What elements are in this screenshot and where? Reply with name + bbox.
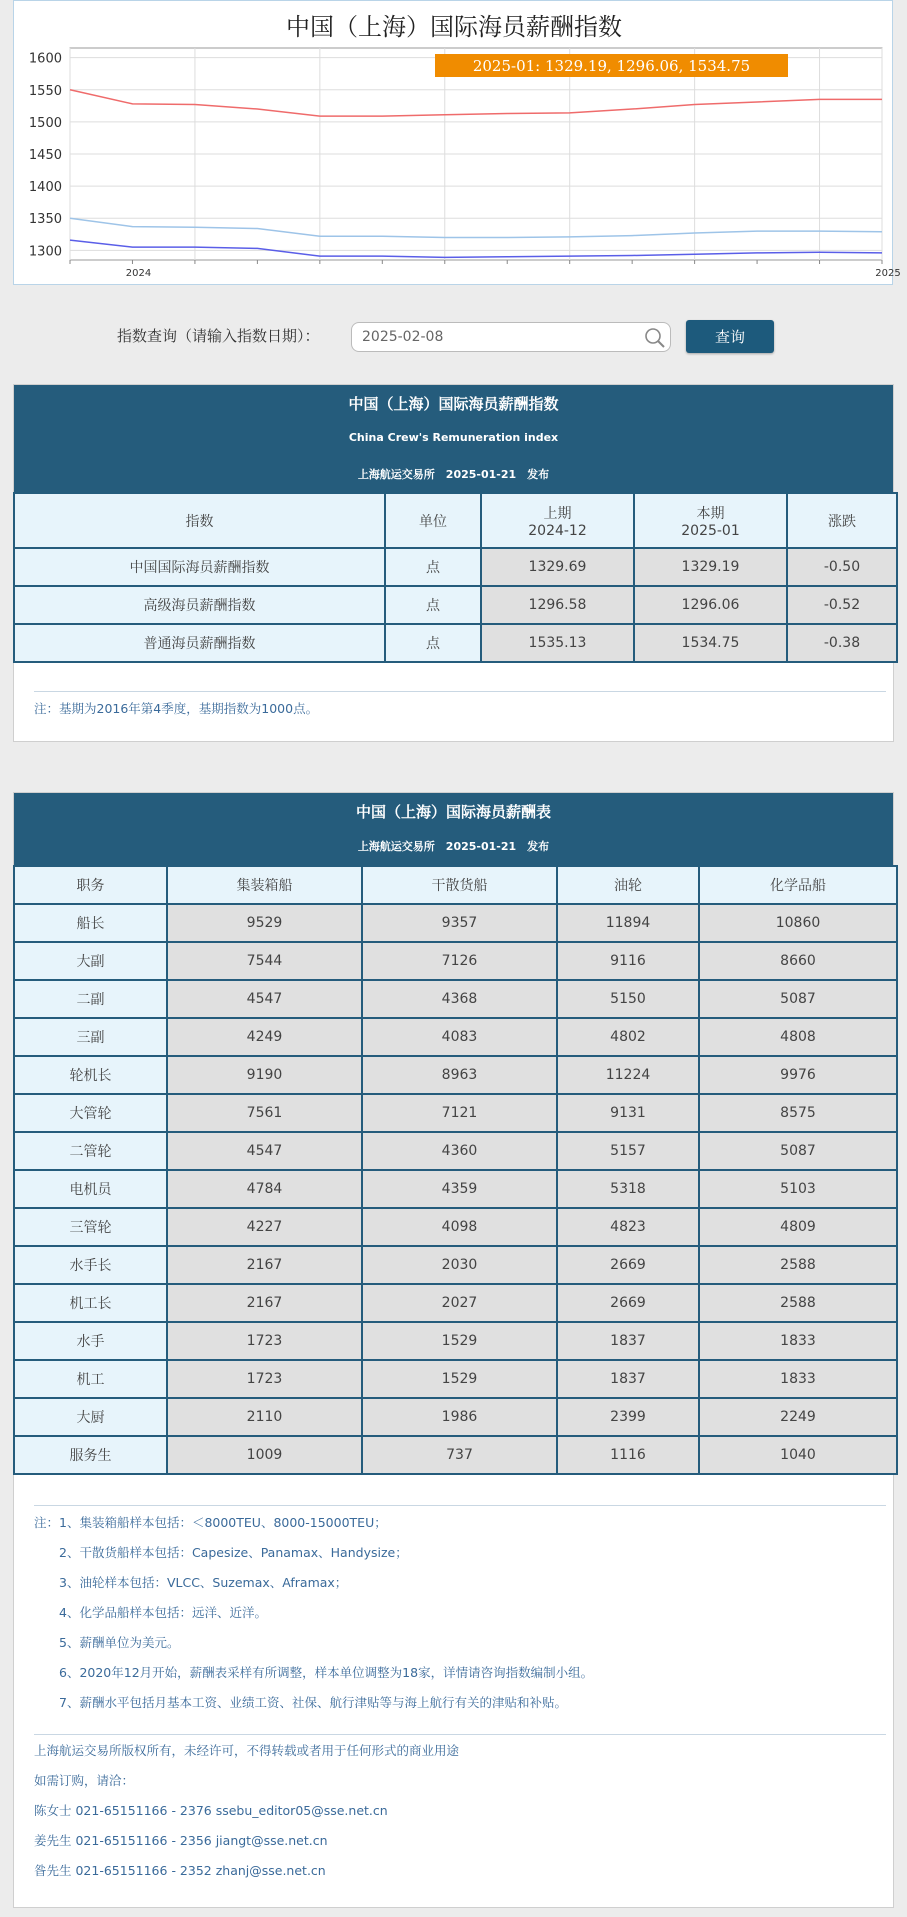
index-panel-title: 中国（上海）国际海员薪酬指数	[348, 395, 559, 413]
y-tick-label: 1400	[28, 180, 62, 196]
chart-title: 中国（上海）国际海员薪酬指数	[286, 13, 622, 41]
salary-value: 4227	[167, 1208, 362, 1246]
x-tick-label: 2024	[125, 268, 152, 279]
position-name: 轮机长	[14, 1056, 167, 1094]
salary-row	[14, 1132, 897, 1170]
header-unit: 单位	[385, 493, 481, 548]
index-curr: 1329.19	[634, 548, 787, 586]
salary-value: 4359	[362, 1170, 557, 1208]
salary-row	[14, 1246, 897, 1284]
salary-row	[14, 1398, 897, 1436]
y-tick-label: 1350	[28, 212, 62, 228]
salary-value: 1986	[362, 1398, 557, 1436]
salary-value: 2027	[362, 1284, 557, 1322]
salary-value: 1833	[699, 1322, 897, 1360]
position-name: 大副	[14, 942, 167, 980]
date-search-input[interactable]	[351, 322, 671, 352]
index-table	[13, 492, 898, 663]
position-name: 大厨	[14, 1398, 167, 1436]
salary-value: 7126	[362, 942, 557, 980]
contact-line: 陈女士 021-65151166 - 2376 ssebu_editor05@sse.net.cn	[34, 1803, 388, 1818]
salary-value: 7544	[167, 942, 362, 980]
salary-row	[14, 942, 897, 980]
salary-value: 11894	[557, 904, 699, 942]
salary-note: 3、油轮样本包括：VLCC、Suzemax、Aframax；	[59, 1575, 348, 1590]
salary-value: 5087	[699, 1132, 897, 1170]
position-name: 机工长	[14, 1284, 167, 1322]
salary-panel-header	[14, 793, 893, 866]
header-curr	[634, 493, 787, 548]
salary-table	[13, 865, 898, 1475]
header-curr-date: 2025-01	[681, 522, 740, 539]
salary-value: 2110	[167, 1398, 362, 1436]
salary-value: 4368	[362, 980, 557, 1018]
salary-value: 2399	[557, 1398, 699, 1436]
index-unit: 点	[385, 548, 481, 586]
index-change: -0.52	[787, 586, 897, 624]
salary-value: 2588	[699, 1284, 897, 1322]
salary-row	[14, 1360, 897, 1398]
salary-value: 1116	[557, 1436, 699, 1474]
salary-value: 4823	[557, 1208, 699, 1246]
index-curr: 1296.06	[634, 586, 787, 624]
index-panel	[13, 384, 894, 742]
copyright-text: 上海航运交易所版权所有，未经许可，不得转载或者用于任何形式的商业用途	[34, 1743, 460, 1758]
salary-value: 2167	[167, 1246, 362, 1284]
search-button[interactable]: 查询	[686, 320, 774, 353]
position-name: 服务生	[14, 1436, 167, 1474]
salary-value: 2030	[362, 1246, 557, 1284]
x-tick-label: 2025	[875, 268, 901, 279]
salary-panel-title: 中国（上海）国际海员薪酬表	[355, 803, 551, 821]
contact-line: 姜先生 021-65151166 - 2356 jiangt@sse.net.cn	[34, 1833, 328, 1848]
y-tick-label: 1600	[28, 51, 62, 67]
header-container: 集装箱船	[167, 866, 362, 904]
index-prev: 1296.58	[481, 586, 634, 624]
salary-value: 4808	[699, 1018, 897, 1056]
header-prev-label: 上期	[543, 505, 572, 522]
contact-intro: 如需订购，请洽：	[34, 1773, 135, 1788]
position-name: 水手	[14, 1322, 167, 1360]
salary-value: 1529	[362, 1360, 557, 1398]
index-chart	[13, 0, 901, 285]
salary-row	[14, 1018, 897, 1056]
salary-value: 4802	[557, 1018, 699, 1056]
salary-row	[14, 1284, 897, 1322]
salary-value: 2669	[557, 1284, 699, 1322]
index-row	[14, 586, 897, 624]
line-chart-svg[interactable]	[14, 1, 901, 284]
header-index: 指数	[14, 493, 385, 548]
header-prev	[481, 493, 634, 548]
salary-note: 注：1、集装箱船样本包括：＜8000TEU、8000-15000TEU；	[34, 1515, 387, 1530]
salary-row	[14, 1322, 897, 1360]
index-unit: 点	[385, 624, 481, 662]
salary-note: 4、化学品船样本包括：远洋、近洋。	[59, 1605, 267, 1620]
salary-value: 1723	[167, 1360, 362, 1398]
y-tick-label: 1450	[28, 148, 62, 163]
header-position: 职务	[14, 866, 167, 904]
index-name: 中国国际海员薪酬指数	[14, 548, 385, 586]
salary-row	[14, 904, 897, 942]
index-name: 普通海员薪酬指数	[14, 624, 385, 662]
divider	[34, 1734, 886, 1735]
divider	[34, 691, 886, 692]
salary-note: 7、薪酬水平包括月基本工资、业绩工资、社保、航行津贴等与海上航行有关的津贴和补贴。	[59, 1695, 567, 1710]
position-name: 三副	[14, 1018, 167, 1056]
header-change: 涨跌	[787, 493, 897, 548]
position-name: 电机员	[14, 1170, 167, 1208]
index-table-header	[14, 493, 897, 548]
salary-note: 2、干散货船样本包括：Capesize、Panamax、Handysize；	[59, 1545, 408, 1560]
position-name: 二管轮	[14, 1132, 167, 1170]
salary-panel	[13, 792, 894, 1908]
position-name: 三管轮	[14, 1208, 167, 1246]
salary-row	[14, 1094, 897, 1132]
salary-value: 8660	[699, 942, 897, 980]
index-prev: 1535.13	[481, 624, 634, 662]
salary-value: 1833	[699, 1360, 897, 1398]
index-unit: 点	[385, 586, 481, 624]
salary-value: 2588	[699, 1246, 897, 1284]
salary-value: 9131	[557, 1094, 699, 1132]
index-panel-subtitle: China Crew's Remuneration index	[348, 431, 559, 444]
divider	[34, 1505, 886, 1506]
salary-value: 4547	[167, 980, 362, 1018]
header-tanker: 油轮	[557, 866, 699, 904]
index-name: 高级海员薪酬指数	[14, 586, 385, 624]
salary-value: 1529	[362, 1322, 557, 1360]
salary-value: 737	[362, 1436, 557, 1474]
index-row	[14, 624, 897, 662]
salary-row	[14, 1170, 897, 1208]
salary-value: 9190	[167, 1056, 362, 1094]
salary-value: 1009	[167, 1436, 362, 1474]
salary-value: 2249	[699, 1398, 897, 1436]
contact-line: 昝先生 021-65151166 - 2352 zhanj@sse.net.cn	[34, 1863, 326, 1878]
salary-value: 8575	[699, 1094, 897, 1132]
salary-value: 1837	[557, 1360, 699, 1398]
header-chemical: 化学品船	[699, 866, 897, 904]
tooltip-text: 2025-01: 1329.19, 1296.06, 1534.75	[472, 57, 751, 75]
salary-value: 8963	[362, 1056, 557, 1094]
salary-value: 10860	[699, 904, 897, 942]
salary-value: 5157	[557, 1132, 699, 1170]
salary-value: 5318	[557, 1170, 699, 1208]
header-bulk: 干散货船	[362, 866, 557, 904]
y-tick-label: 1550	[28, 83, 62, 99]
salary-value: 1837	[557, 1322, 699, 1360]
salary-value: 9116	[557, 942, 699, 980]
index-note: 注：基期为2016年第4季度，基期指数为1000点。	[34, 701, 319, 716]
position-name: 大管轮	[14, 1094, 167, 1132]
salary-value: 7561	[167, 1094, 362, 1132]
salary-panel-publisher: 上海航运交易所 2025-01-21 发布	[357, 840, 550, 853]
salary-row	[14, 980, 897, 1018]
search-label: 指数查询（请输入指数日期）：	[117, 327, 320, 345]
position-name: 机工	[14, 1360, 167, 1398]
salary-value: 4784	[167, 1170, 362, 1208]
salary-note: 6、2020年12月开始，薪酬表采样有所调整，样本单位调整为18家，详情请咨询指数编制小组。	[59, 1665, 594, 1680]
salary-value: 1040	[699, 1436, 897, 1474]
index-curr: 1534.75	[634, 624, 787, 662]
salary-note: 5、薪酬单位为美元。	[59, 1635, 180, 1650]
header-prev-date: 2024-12	[528, 522, 587, 539]
salary-value: 4249	[167, 1018, 362, 1056]
salary-value: 4809	[699, 1208, 897, 1246]
salary-table-header	[14, 866, 897, 904]
salary-value: 11224	[557, 1056, 699, 1094]
search-icon[interactable]	[644, 327, 666, 349]
position-name: 船长	[14, 904, 167, 942]
salary-value: 2669	[557, 1246, 699, 1284]
salary-value: 5103	[699, 1170, 897, 1208]
index-panel-header	[14, 385, 893, 493]
salary-value: 2167	[167, 1284, 362, 1322]
salary-value: 9529	[167, 904, 362, 942]
salary-value: 9357	[362, 904, 557, 942]
salary-value: 5150	[557, 980, 699, 1018]
salary-row	[14, 1436, 897, 1474]
salary-row	[14, 1056, 897, 1094]
y-tick-label: 1300	[28, 244, 62, 260]
salary-value: 5087	[699, 980, 897, 1018]
index-change: -0.38	[787, 624, 897, 662]
position-name: 水手长	[14, 1246, 167, 1284]
index-panel-publisher: 上海航运交易所 2025-01-21 发布	[357, 468, 550, 481]
salary-value: 4098	[362, 1208, 557, 1246]
y-tick-label: 1500	[28, 115, 62, 131]
index-prev: 1329.69	[481, 548, 634, 586]
salary-value: 4360	[362, 1132, 557, 1170]
salary-value: 1723	[167, 1322, 362, 1360]
salary-value: 7121	[362, 1094, 557, 1132]
salary-value: 4083	[362, 1018, 557, 1056]
index-change: -0.50	[787, 548, 897, 586]
position-name: 二副	[14, 980, 167, 1018]
salary-value: 4547	[167, 1132, 362, 1170]
index-row	[14, 548, 897, 586]
salary-row	[14, 1208, 897, 1246]
salary-value: 9976	[699, 1056, 897, 1094]
header-curr-label: 本期	[696, 505, 725, 522]
